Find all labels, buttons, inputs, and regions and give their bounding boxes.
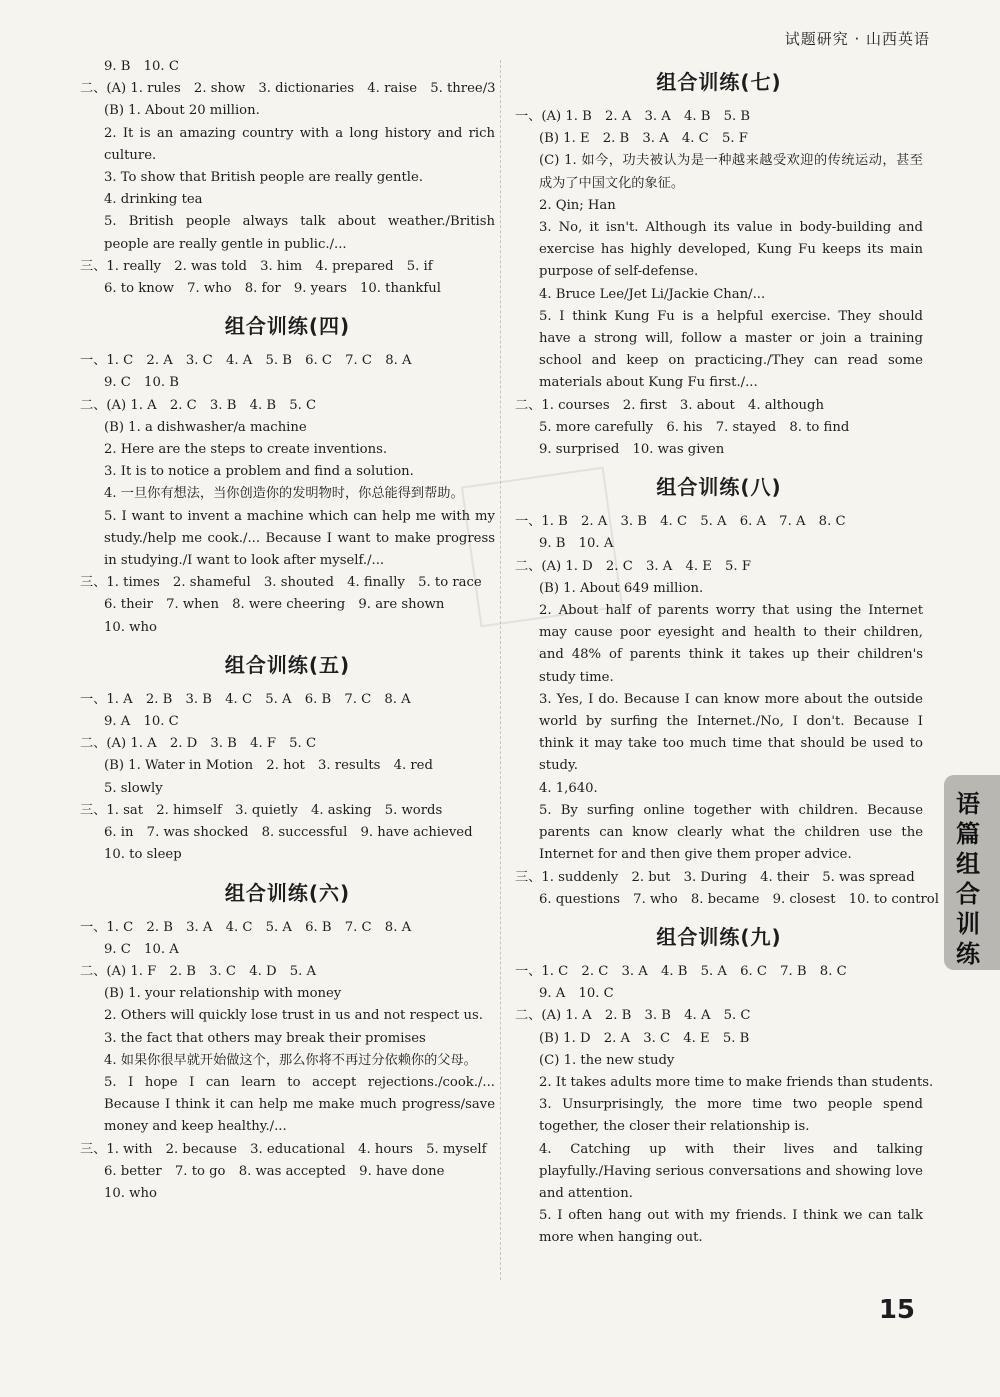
answer-line: 三、1. sat 2. himself 3. quietly 4. asking 5. words bbox=[80, 802, 443, 818]
answer-line: 10. to sleep bbox=[104, 847, 182, 863]
answer-line: 4. Catching up with their lives and talking playfully./Having serious conversations and showing love and attention. bbox=[539, 1141, 923, 1201]
answer-line: 3. No, it isn't. Although its value in body-building and exercise has highly developed, Kung Fu keeps its main purpose of self-defense. bbox=[539, 220, 923, 280]
answer-line: 3. Yes, I do. Because I can know more about the outside world by surfing the Internet./No, I don't. Because I think it may take too much time that should be used to study. bbox=[539, 691, 923, 774]
answer-line: 二、1. courses 2. first 3. about 4. although bbox=[515, 397, 824, 413]
answer-line: 三、1. with 2. because 3. educational 4. hours 5. myself bbox=[80, 1141, 487, 1157]
answer-line: 二、(A) 1. D 2. C 3. A 4. E 5. F bbox=[515, 558, 751, 574]
answer-line: 3. Unsurprisingly, the more time two people spend together, the closer their relationship is. bbox=[539, 1097, 923, 1135]
answer-line: 三、1. really 2. was told 3. him 4. prepared 5. if bbox=[80, 258, 433, 274]
answer-line: (B) 1. E 2. B 3. A 4. C 5. F bbox=[539, 131, 748, 147]
answer-line: 6. better 7. to go 8. was accepted 9. have done bbox=[104, 1163, 445, 1179]
section-side-tab bbox=[944, 775, 1000, 970]
answer-line: 9. A 10. C bbox=[539, 986, 614, 1002]
answer-line: (B) 1. Water in Motion 2. hot 3. results 4. red bbox=[104, 758, 433, 774]
answer-line: 6. questions 7. who 8. became 9. closest 10. to control bbox=[539, 891, 939, 907]
answer-line: 3. the fact that others may break their promises bbox=[104, 1030, 426, 1046]
answer-line: 4. 一旦你有想法，当你创造你的发明物时，你总能得到帮助。 bbox=[104, 486, 464, 502]
side-tab-label: 语篇组合训练 bbox=[956, 790, 980, 968]
answer-line: (B) 1. D 2. A 3. C 4. E 5. B bbox=[539, 1030, 750, 1046]
answer-line: 3. To show that British people are really gentle. bbox=[104, 170, 423, 186]
answer-line: 5. I hope I can learn to accept rejections./cook./... Because I think it can help me make much progress/save money and keep healthy./... bbox=[104, 1074, 495, 1135]
answer-line: 6. their 7. when 8. were cheering 9. are shown bbox=[104, 597, 445, 613]
answer-line: (B) 1. a dishwasher/a machine bbox=[104, 419, 307, 435]
answer-line: 2. Qin; Han bbox=[539, 197, 616, 213]
answer-line: 4. drinking tea bbox=[104, 192, 203, 208]
answer-line: 二、(A) 1. F 2. B 3. C 4. D 5. A bbox=[80, 963, 317, 979]
answer-line: 2. About half of parents worry that using the Internet may cause poor eyesight and health to their children, and 48% of parents think it takes up their children's study time. bbox=[539, 603, 923, 685]
answer-line: 5. I think Kung Fu is a helpful exercise. They should have a strong will, follow a master or join a training school and keep on practicing./They can read some materials about Kung Fu first./... bbox=[539, 308, 923, 391]
answer-line: (B) 1. About 20 million. bbox=[104, 103, 260, 119]
answer-line: 二、(A) 1. A 2. B 3. B 4. A 5. C bbox=[515, 1008, 751, 1024]
answer-line: 10. who bbox=[104, 1185, 157, 1201]
answer-line: (C) 1. the new study bbox=[539, 1052, 675, 1068]
answer-line: 二、(A) 1. rules 2. show 3. dictionaries 4. raise 5. three/3 bbox=[80, 81, 496, 97]
answer-line: 5. By surfing online together with children. Because parents can know clearly what the children use the Internet for and then give them proper advice. bbox=[539, 802, 923, 863]
answer-line: 4. 1,640. bbox=[539, 780, 598, 796]
answer-line: 3. It is to notice a problem and find a solution. bbox=[104, 464, 414, 480]
left-column bbox=[80, 56, 495, 1205]
answer-line: 一、1. C 2. B 3. A 4. C 5. A 6. B 7. C 8. A bbox=[80, 919, 412, 935]
right-column bbox=[515, 56, 939, 1250]
answer-line: 6. to know 7. who 8. for 9. years 10. thankful bbox=[104, 281, 441, 297]
answer-line: 9. B 10. C bbox=[104, 59, 179, 74]
answer-line: 一、1. C 2. C 3. A 4. B 5. A 6. C 7. B 8. C bbox=[515, 963, 847, 979]
section-title: 组合训练(八) bbox=[656, 475, 782, 500]
answer-line: 5. I want to invent a machine which can help me with my study./help me cook./... Because I want to make progress in studying./I want to look after myself./... bbox=[104, 508, 495, 569]
section-title: 组合训练(七) bbox=[656, 70, 782, 94]
answer-line: 9. A 10. C bbox=[104, 714, 179, 730]
answer-line: (B) 1. your relationship with money bbox=[104, 986, 342, 1002]
answer-line: 4. 如果你很早就开始做这个，那么你将不再过分依赖你的父母。 bbox=[104, 1052, 477, 1068]
answer-line: 二、(A) 1. A 2. C 3. B 4. B 5. C bbox=[80, 397, 317, 413]
answer-line: 9. C 10. A bbox=[104, 941, 179, 957]
section-title: 组合训练(六) bbox=[224, 880, 351, 905]
answer-line: 2. It is an amazing country with a long history and rich culture. bbox=[104, 125, 495, 163]
page-header: 试题研究 · 山西英语 bbox=[784, 30, 930, 48]
answer-line: 一、1. C 2. A 3. C 4. A 5. B 6. C 7. C 8. A bbox=[80, 353, 412, 369]
answer-line: 2. Others will quickly lose trust in us and not respect us. bbox=[104, 1008, 483, 1024]
answer-line: 5. British people always talk about weather./British people are really gentle in public./... bbox=[104, 214, 495, 252]
column-divider bbox=[500, 60, 501, 1280]
answer-line: 5. I often hang out with my friends. I think we can talk more when hanging out. bbox=[539, 1208, 923, 1246]
answer-line: 一、1. A 2. B 3. B 4. C 5. A 6. B 7. C 8. A bbox=[80, 691, 411, 707]
answer-line: 一、1. B 2. A 3. B 4. C 5. A 6. A 7. A 8. C bbox=[515, 514, 846, 530]
answer-line: 二、(A) 1. A 2. D 3. B 4. F 5. C bbox=[80, 736, 317, 752]
answer-line: 三、1. suddenly 2. but 3. During 4. their 5. was spread bbox=[515, 869, 915, 885]
section-title: 组合训练(九) bbox=[656, 924, 782, 949]
answer-line: 5. more carefully 6. his 7. stayed 8. to find bbox=[539, 419, 850, 435]
answer-line: 一、(A) 1. B 2. A 3. A 4. B 5. B bbox=[515, 109, 751, 124]
answer-line: (C) 1. 如今，功夫被认为是一种越来越受欢迎的传统运动，甚至成为了中国文化的象征。 bbox=[539, 153, 923, 191]
answer-line: 4. Bruce Lee/Jet Li/Jackie Chan/... bbox=[539, 286, 766, 302]
section-title: 组合训练(五) bbox=[224, 652, 351, 677]
answer-line: 9. C 10. B bbox=[104, 375, 179, 391]
answer-line: 2. It takes adults more time to make friends than students. bbox=[539, 1074, 934, 1090]
answer-line: 三、1. times 2. shameful 3. shouted 4. finally 5. to race bbox=[80, 575, 482, 591]
answer-line: 10. who bbox=[104, 619, 157, 635]
section-title: 组合训练(四) bbox=[224, 314, 351, 339]
answer-line: 9. B 10. A bbox=[539, 536, 614, 552]
answer-line: 9. surprised 10. was given bbox=[539, 442, 725, 458]
page-number: 15 bbox=[878, 1295, 915, 1325]
answer-line: 5. slowly bbox=[104, 780, 163, 796]
answer-line: 2. Here are the steps to create inventions. bbox=[104, 442, 388, 458]
answer-line: (B) 1. About 649 million. bbox=[539, 580, 704, 596]
answer-line: 6. in 7. was shocked 8. successful 9. have achieved bbox=[104, 825, 473, 841]
